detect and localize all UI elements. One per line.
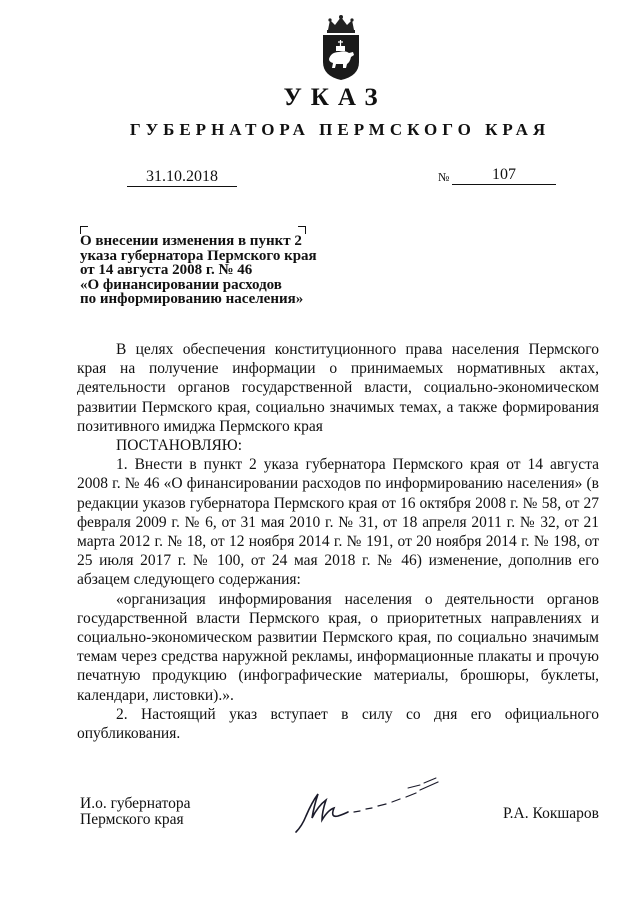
document-subtitle: ГУБЕРНАТОРА ПЕРМСКОГО КРАЯ [129,120,551,139]
document-date: 31.10.2018 [127,168,237,187]
quoted-addition-paragraph: «организация информирования населения о деятельности органов государственной власти Пермского края, о приоритетных направлениях и социально-экономическом развитии Пермского края, по социально значимым темам через средства наружной рекламы, информационные плакаты и прочую печатную продукцию (инфографические материалы, брошюры, буклеты, календари, листовки).». [77,590,599,704]
handwritten-signature [288,772,448,836]
clause-2-paragraph: 2. Настоящий указ вступает в силу со дня его официального опубликования. [77,705,599,743]
preamble-paragraph: В целях обеспечения конституционного права населения Пермского края на получение информации о принимаемых нормативных актах, деятельности органов государственной власти, социально-экономическом развитии Пермского края, социально значимых темах, а также формирования позитивного имиджа Пермского края [77,341,599,435]
coat-of-arms-icon [317,14,365,82]
heading-line: по информированию населения» [80,291,304,307]
signatory-title [80,796,191,828]
decree-word: ПОСТАНОВЛЯЮ: [116,437,243,455]
signatory-title-line: И.о. губернатора [80,795,191,812]
document-number: 107 [452,166,556,185]
heading-line: О внесении изменения в пункт 2 [80,233,302,249]
document-heading [80,234,340,307]
document-title: УКАЗ [283,84,387,111]
signatory-title-line: Пермского края [80,811,184,828]
heading-line: указа губернатора Пермского края [80,247,317,264]
heading-line: от 14 августа 2008 г. № 46 [80,262,253,278]
signatory-name: Р.А. Кокшаров [503,805,599,822]
document-body [77,340,599,743]
clause-1-paragraph: 1. Внести в пункт 2 указа губернатора Пермского края от 14 августа 2008 г. № 46 «О финансировании расходов по информированию населения» (в редакции указов губернатора Пермского края от 16 октября 2008 г. № 58, от 27 февраля 2009 г. № 6, от 31 мая 2010 г. № 31, от 18 апреля 2011 г. № 32, от 21 марта 2012 г. № 18, от 12 ноября 2014 г. № 191, от 20 ноября 2014 г. № 198, от 25 июля 2017 г. № 100, от 24 мая 2018 г. № 46) изменение, дополнив его абзацем следующего содержания: [77,456,599,589]
document-number-label: № [438,170,450,184]
heading-line: «О финансировании расходов [80,276,282,293]
